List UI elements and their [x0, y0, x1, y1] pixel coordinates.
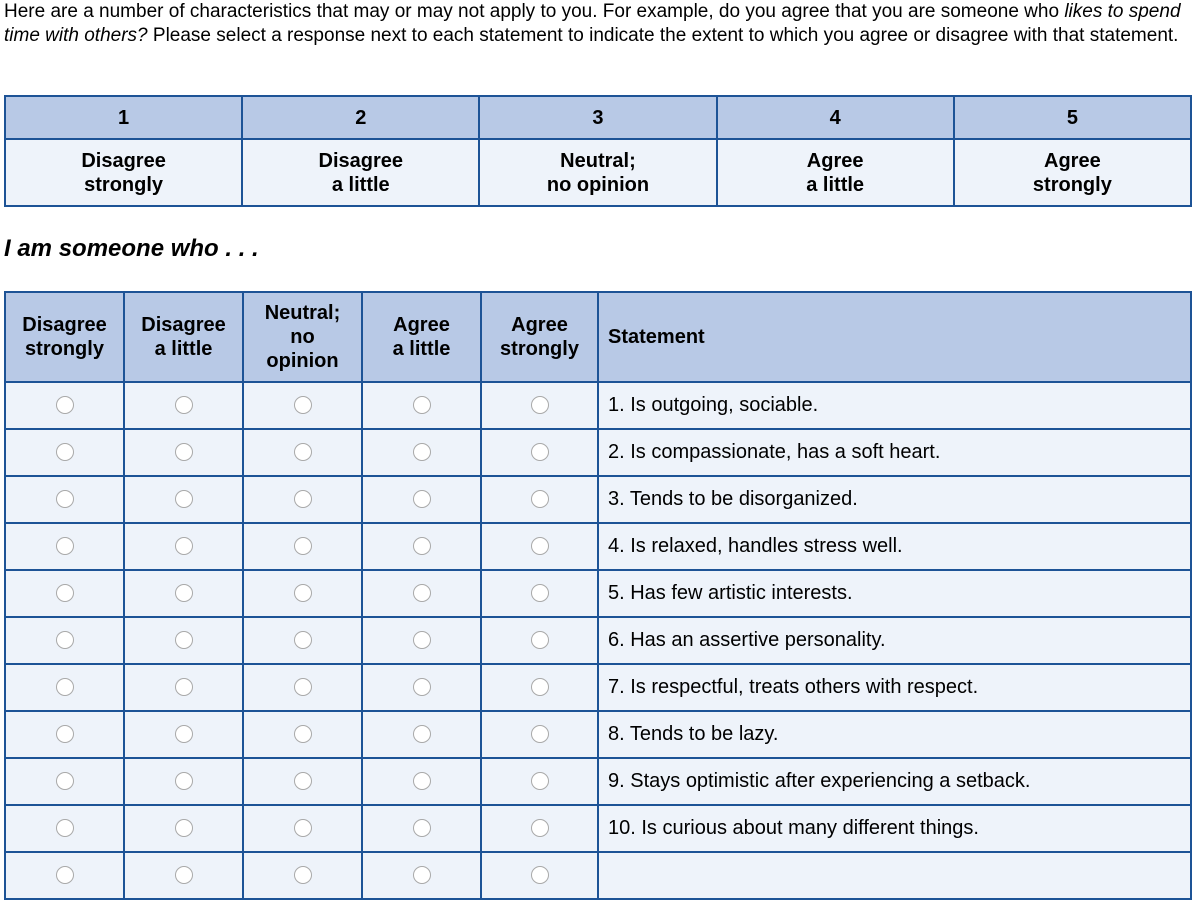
- radio-cell: [481, 758, 598, 805]
- radio-cell: [243, 852, 362, 899]
- scale-label-2: Disagree a little: [242, 139, 479, 206]
- radio-cell: [5, 711, 124, 758]
- radio-cell: [124, 617, 243, 664]
- table-row: [5, 382, 1191, 429]
- table-row: [5, 664, 1191, 711]
- items-body: [5, 382, 1191, 899]
- radio-cell: [124, 429, 243, 476]
- radio-disagree-strongly-item-5[interactable]: [56, 584, 74, 602]
- radio-disagree-strongly-item-4[interactable]: [56, 537, 74, 555]
- items-header-row: [5, 292, 1191, 382]
- instructions-part-2: Please select a response next to each statement to indicate the extent to which you agree or disagree with that statement.: [147, 25, 1179, 46]
- radio-cell: [362, 617, 481, 664]
- table-row: [5, 429, 1191, 476]
- radio-cell: [5, 570, 124, 617]
- radio-disagree-strongly-item-9[interactable]: [56, 772, 74, 790]
- statement-text: 4. Is relaxed, handles stress well.: [598, 523, 1191, 570]
- radio-cell: [5, 617, 124, 664]
- radio-cell: [362, 664, 481, 711]
- radio-cell: [481, 711, 598, 758]
- radio-cell: [124, 476, 243, 523]
- radio-disagree-strongly-item-6[interactable]: [56, 631, 74, 649]
- scale-label-1: Disagree strongly: [5, 139, 242, 206]
- radio-disagree-a-little-item-6[interactable]: [175, 631, 193, 649]
- table-row: [5, 476, 1191, 523]
- table-row: [5, 617, 1191, 664]
- scale-number-5: 5: [954, 96, 1191, 139]
- radio-agree-strongly-item-1[interactable]: [531, 396, 549, 414]
- table-row: [5, 570, 1191, 617]
- radio-neutral-item-8[interactable]: [294, 725, 312, 743]
- statement-text: 9. Stays optimistic after experiencing a setback.: [598, 758, 1191, 805]
- radio-disagree-a-little-item-1[interactable]: [175, 396, 193, 414]
- radio-disagree-strongly-item-8[interactable]: [56, 725, 74, 743]
- radio-neutral-item-5[interactable]: [294, 584, 312, 602]
- radio-cell: [481, 664, 598, 711]
- radio-agree-strongly-item-8[interactable]: [531, 725, 549, 743]
- radio-cell: [243, 664, 362, 711]
- radio-agree-a-little-item-8[interactable]: [413, 725, 431, 743]
- radio-disagree-a-little-item-5[interactable]: [175, 584, 193, 602]
- radio-neutral-item-3[interactable]: [294, 490, 312, 508]
- column-header-disagree-strongly: Disagree strongly: [5, 292, 124, 382]
- radio-disagree-strongly-item-10[interactable]: [56, 819, 74, 837]
- radio-cell: [5, 523, 124, 570]
- radio-cell: [481, 523, 598, 570]
- radio-disagree-a-little-item-10[interactable]: [175, 819, 193, 837]
- scale-number-1: 1: [5, 96, 242, 139]
- radio-agree-a-little-item-1[interactable]: [413, 396, 431, 414]
- personality-items-table: [4, 291, 1192, 900]
- radio-cell: [243, 805, 362, 852]
- radio-disagree-a-little-item-2[interactable]: [175, 443, 193, 461]
- instructions-text: [4, 0, 1194, 48]
- radio-cell: [5, 758, 124, 805]
- radio-cell: [5, 805, 124, 852]
- radio-cell: [481, 382, 598, 429]
- radio-disagree-a-little-item-3[interactable]: [175, 490, 193, 508]
- column-header-disagree-a-little: Disagree a little: [124, 292, 243, 382]
- scale-label-row: [5, 139, 1191, 206]
- radio-cell: [362, 852, 481, 899]
- radio-cell: [481, 617, 598, 664]
- statement-text: 10. Is curious about many different things.: [598, 805, 1191, 852]
- statement-text: [598, 852, 1191, 899]
- radio-disagree-strongly-item-7[interactable]: [56, 678, 74, 696]
- radio-agree-a-little-item-6[interactable]: [413, 631, 431, 649]
- column-header-neutral: Neutral; no opinion: [243, 292, 362, 382]
- radio-agree-strongly-item-2[interactable]: [531, 443, 549, 461]
- statement-text: 8. Tends to be lazy.: [598, 711, 1191, 758]
- radio-cell: [481, 476, 598, 523]
- scale-number-2: 2: [242, 96, 479, 139]
- radio-agree-a-little-item-7[interactable]: [413, 678, 431, 696]
- scale-label-3: Neutral; no opinion: [479, 139, 716, 206]
- radio-cell: [243, 523, 362, 570]
- statement-text: 3. Tends to be disorganized.: [598, 476, 1191, 523]
- instructions-part-1: Here are a number of characteristics that may or may not apply to you. For example, do you agree that you are someone who: [4, 1, 1065, 22]
- radio-neutral-item-6[interactable]: [294, 631, 312, 649]
- radio-cell: [5, 429, 124, 476]
- statement-text: 5. Has few artistic interests.: [598, 570, 1191, 617]
- radio-cell: [481, 852, 598, 899]
- radio-cell: [481, 805, 598, 852]
- radio-agree-strongly-item-10[interactable]: [531, 819, 549, 837]
- radio-agree-a-little-item-9[interactable]: [413, 772, 431, 790]
- instructions-example: likes to spend time with others?: [4, 1, 1181, 46]
- statement-text: 6. Has an assertive personality.: [598, 617, 1191, 664]
- radio-disagree-strongly-item-3[interactable]: [56, 490, 74, 508]
- radio-cell: [124, 570, 243, 617]
- radio-disagree-strongly-item-2[interactable]: [56, 443, 74, 461]
- radio-cell: [362, 382, 481, 429]
- rating-scale-legend: [4, 95, 1192, 207]
- table-row: [5, 758, 1191, 805]
- radio-cell: [362, 429, 481, 476]
- statement-text: 1. Is outgoing, sociable.: [598, 382, 1191, 429]
- radio-cell: [362, 805, 481, 852]
- radio-agree-strongly-item-7[interactable]: [531, 678, 549, 696]
- radio-agree-a-little-item-3[interactable]: [413, 490, 431, 508]
- column-header-agree-a-little: Agree a little: [362, 292, 481, 382]
- radio-cell: [124, 805, 243, 852]
- radio-cell: [362, 523, 481, 570]
- radio-cell: [5, 382, 124, 429]
- radio-cell: [5, 852, 124, 899]
- radio-cell: [481, 429, 598, 476]
- radio-cell: [124, 852, 243, 899]
- radio-neutral-item-4[interactable]: [294, 537, 312, 555]
- radio-cell: [362, 476, 481, 523]
- scale-number-4: 4: [717, 96, 954, 139]
- radio-cell: [124, 711, 243, 758]
- column-header-agree-strongly: Agree strongly: [481, 292, 598, 382]
- radio-disagree-a-little-item-8[interactable]: [175, 725, 193, 743]
- radio-disagree-a-little-item-7[interactable]: [175, 678, 193, 696]
- radio-agree-strongly-item-3[interactable]: [531, 490, 549, 508]
- scale-label-4: Agree a little: [717, 139, 954, 206]
- radio-agree-strongly-item-4[interactable]: [531, 537, 549, 555]
- radio-agree-a-little-item-5[interactable]: [413, 584, 431, 602]
- radio-cell: [243, 382, 362, 429]
- radio-cell: [124, 758, 243, 805]
- radio-cell: [243, 758, 362, 805]
- radio-cell: [5, 664, 124, 711]
- radio-cell: [243, 476, 362, 523]
- radio-neutral-item-2[interactable]: [294, 443, 312, 461]
- radio-cell: [124, 523, 243, 570]
- radio-agree-a-little-item-2[interactable]: [413, 443, 431, 461]
- radio-cell: [362, 711, 481, 758]
- radio-cell: [5, 476, 124, 523]
- radio-cell: [124, 664, 243, 711]
- prompt-heading: I am someone who . . .: [4, 235, 259, 262]
- radio-neutral-item-9[interactable]: [294, 772, 312, 790]
- radio-disagree-strongly-item-1[interactable]: [56, 396, 74, 414]
- radio-agree-strongly-item-6[interactable]: [531, 631, 549, 649]
- statement-text: 2. Is compassionate, has a soft heart.: [598, 429, 1191, 476]
- radio-cell: [243, 570, 362, 617]
- radio-agree-strongly-item-9[interactable]: [531, 772, 549, 790]
- table-row: [5, 805, 1191, 852]
- radio-cell: [362, 570, 481, 617]
- radio-disagree-a-little-item-4[interactable]: [175, 537, 193, 555]
- table-row: [5, 711, 1191, 758]
- radio-agree-a-little-item-10[interactable]: [413, 819, 431, 837]
- column-header-statement: Statement: [598, 292, 1191, 382]
- radio-cell: [481, 570, 598, 617]
- radio-neutral-item-7[interactable]: [294, 678, 312, 696]
- table-row: [5, 523, 1191, 570]
- radio-cell: [362, 758, 481, 805]
- scale-number-row: [5, 96, 1191, 139]
- table-row: [5, 852, 1191, 899]
- radio-agree-a-little-item-4[interactable]: [413, 537, 431, 555]
- radio-cell: [243, 711, 362, 758]
- radio-cell: [243, 429, 362, 476]
- radio-cell: [124, 382, 243, 429]
- radio-disagree-a-little-item-9[interactable]: [175, 772, 193, 790]
- radio-cell: [243, 617, 362, 664]
- statement-text: 7. Is respectful, treats others with respect.: [598, 664, 1191, 711]
- scale-number-3: 3: [479, 96, 716, 139]
- scale-label-5: Agree strongly: [954, 139, 1191, 206]
- radio-agree-strongly-item-5[interactable]: [531, 584, 549, 602]
- radio-neutral-item-1[interactable]: [294, 396, 312, 414]
- radio-neutral-item-10[interactable]: [294, 819, 312, 837]
